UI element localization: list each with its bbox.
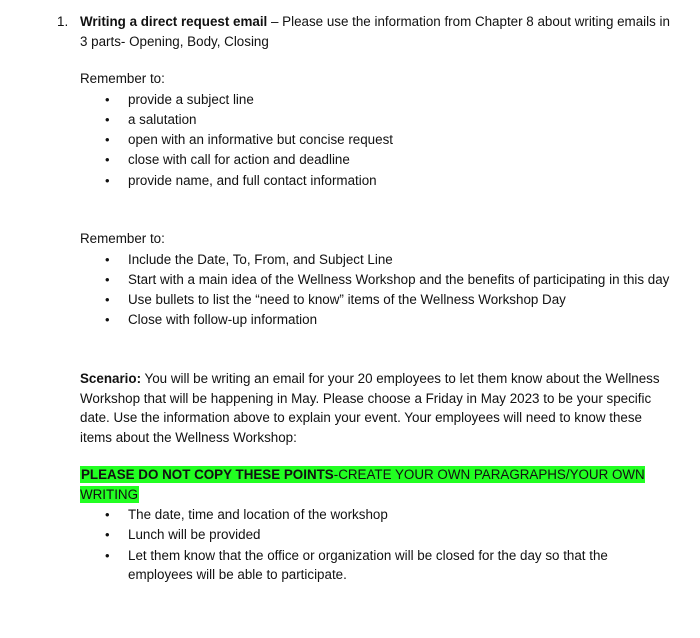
list-item bbox=[80, 130, 670, 150]
list-item-text: provide a subject line bbox=[128, 91, 254, 107]
notice-line bbox=[80, 465, 670, 504]
bullet-icon: • bbox=[105, 172, 110, 188]
list-item-text: a salutation bbox=[128, 111, 197, 127]
bullet-icon: • bbox=[105, 271, 110, 287]
bullet-icon: • bbox=[105, 152, 110, 168]
scenario-paragraph bbox=[80, 369, 670, 447]
list-item bbox=[80, 171, 670, 191]
bullet-icon: • bbox=[105, 507, 110, 522]
scenario-text: You will be writing an email for your 20 employees to let them know about the Wellness Workshop that will be happening in May. Please choose a Friday in May 2023 to be your specific date. Use the information above to explain your event. Your employees will need to know these items about the Wellness Workshop: bbox=[80, 371, 660, 445]
remember-section-2 bbox=[80, 229, 670, 331]
list-item bbox=[80, 110, 670, 130]
list-item-text: Lunch will be provided bbox=[128, 527, 261, 543]
remember-list-1 bbox=[80, 90, 670, 191]
remember-section-1 bbox=[80, 69, 670, 191]
bullet-icon: • bbox=[105, 547, 110, 563]
question-title: Writing a direct request email bbox=[80, 14, 268, 29]
list-item-text: open with an informative but concise request bbox=[128, 132, 393, 148]
need-to-know-section bbox=[80, 504, 670, 585]
list-item bbox=[80, 546, 670, 585]
bullet-icon: • bbox=[105, 111, 110, 127]
bullet-icon: • bbox=[105, 132, 110, 148]
list-item bbox=[80, 270, 670, 290]
list-item-text: close with call for action and deadline bbox=[128, 152, 350, 168]
scenario-label: Scenario: bbox=[80, 371, 142, 386]
list-item bbox=[80, 290, 670, 310]
bullet-icon: • bbox=[105, 312, 110, 328]
question-prompt bbox=[80, 12, 670, 51]
list-item-text: Include the Date, To, From, and Subject Line bbox=[128, 251, 393, 267]
list-item-text: Close with follow-up information bbox=[128, 312, 318, 328]
remember-list-2 bbox=[80, 250, 670, 330]
question-description: – Please use the information from Chapter 8 about writing emails in 3 parts- Opening, Body, Closing bbox=[80, 14, 670, 49]
list-item-text: The date, time and location of the workshop bbox=[128, 507, 388, 522]
list-item-text: provide name, and full contact information bbox=[128, 172, 377, 188]
question-number: 1. bbox=[57, 14, 69, 29]
bullet-icon: • bbox=[105, 251, 110, 267]
bullet-icon: • bbox=[105, 292, 110, 308]
list-item bbox=[80, 505, 670, 525]
remember-heading-1: Remember to: bbox=[80, 71, 165, 86]
list-item bbox=[80, 90, 670, 110]
list-item bbox=[80, 250, 670, 270]
notice-highlight bbox=[80, 466, 645, 503]
notice-rest: -CREATE YOUR OWN PARAGRAPHS/YOUR OWN WRITING bbox=[80, 467, 645, 502]
bullet-icon: • bbox=[105, 527, 110, 543]
list-item bbox=[80, 525, 670, 545]
list-item-text: Let them know that the office or organization will be closed for the day so that the employees will be able to participate. bbox=[128, 547, 608, 583]
need-to-know-list bbox=[80, 505, 670, 585]
list-item-text: Start with a main idea of the Wellness Workshop and the benefits of participating in this day bbox=[128, 271, 670, 287]
list-item-text: Use bullets to list the “need to know” items of the Wellness Workshop Day bbox=[128, 292, 566, 308]
list-item bbox=[80, 150, 670, 170]
list-item bbox=[80, 310, 670, 330]
notice-bold: PLEASE DO NOT COPY THESE POINTS bbox=[81, 467, 334, 482]
bullet-icon: • bbox=[105, 91, 110, 107]
remember-heading-2: Remember to: bbox=[80, 231, 165, 246]
